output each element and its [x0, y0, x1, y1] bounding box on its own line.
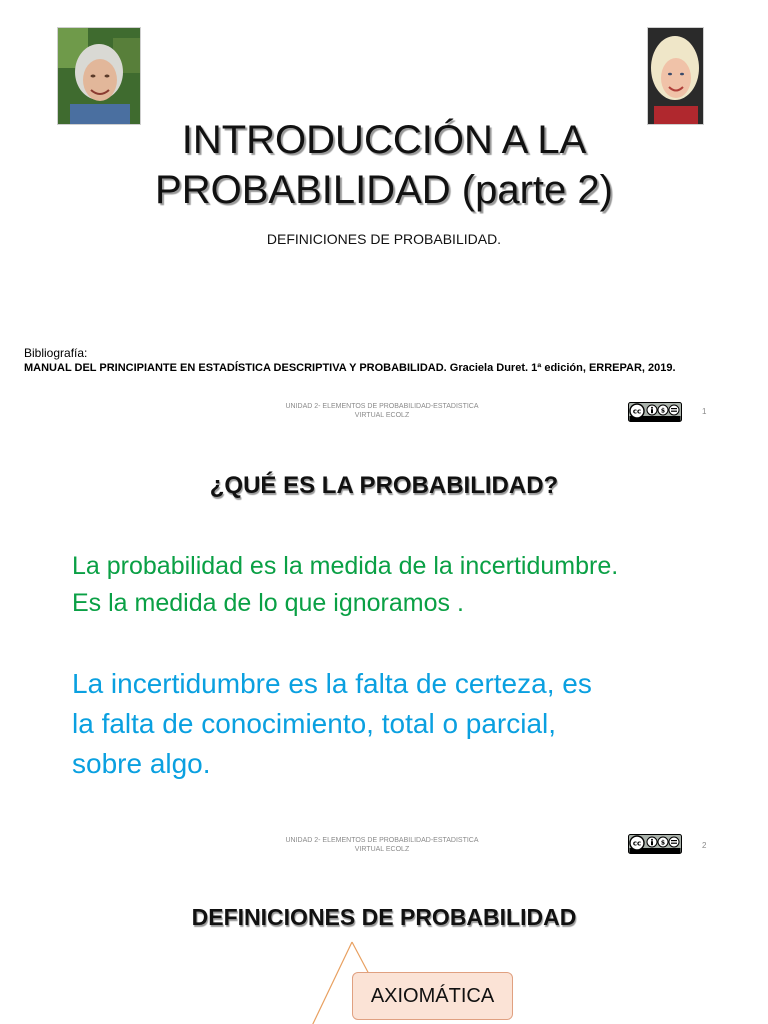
footer-line-1: UNIDAD 2- ELEMENTOS DE PROBABILIDAD-ESTADISTICA: [285, 403, 479, 410]
section-heading: DEFINICIONES DE PROBABILIDAD: [191, 904, 577, 930]
slide-2: [0, 432, 768, 864]
subtitle: DEFINICIONES DE PROBABILIDAD.: [266, 231, 502, 247]
page-number: 1: [702, 407, 707, 416]
slide-footer: [250, 836, 514, 854]
section-heading: ¿QUÉ ES LA PROBABILIDAD?: [209, 472, 559, 499]
page-title-line-1: INTRODUCCIÓN A LA: [181, 118, 587, 162]
cc-by-nc-nd-icon: [628, 834, 682, 854]
page-number: 2: [702, 841, 707, 850]
page-title-line-2: PROBABILIDAD (parte 2): [155, 168, 613, 212]
footer-line-2: VIRTUAL ECOLZ: [354, 412, 410, 419]
bibliography-label: Bibliografía:: [24, 346, 88, 360]
slide-1: [0, 0, 768, 432]
uncertainty-line-3: sobre algo.: [72, 748, 211, 779]
footer-line-2: VIRTUAL ECOLZ: [354, 846, 410, 853]
uncertainty-line-1: La incertidumbre es la falta de certeza, es: [72, 668, 592, 699]
svg-text:$: $: [660, 839, 666, 847]
author-photo-left: [57, 27, 141, 125]
cc-by-nc-nd-icon: [628, 402, 682, 422]
slide-3: [0, 864, 768, 1024]
definition-line-1: La probabilidad es la medida de la incertidumbre.: [72, 552, 619, 580]
bibliography-text: MANUAL DEL PRINCIPIANTE EN ESTADÍSTICA DESCRIPTIVA Y PROBABILIDAD. Graciela Duret. 1ª edición, ERREPAR, 2019.: [24, 362, 676, 374]
uncertainty-line-2: la falta de conocimiento, total o parcial,: [72, 708, 557, 739]
slide-footer: [250, 402, 514, 420]
author-photo-right: [647, 27, 704, 125]
footer-line-1: UNIDAD 2- ELEMENTOS DE PROBABILIDAD-ESTADISTICA: [285, 837, 479, 844]
svg-text:cc: cc: [632, 407, 642, 416]
svg-text:$: $: [660, 407, 666, 415]
definition-line-2: Es la medida de lo que ignoramos .: [72, 589, 464, 617]
svg-text:cc: cc: [632, 839, 642, 848]
axiomatic-definition-box: AXIOMÁTICA: [352, 972, 513, 1020]
